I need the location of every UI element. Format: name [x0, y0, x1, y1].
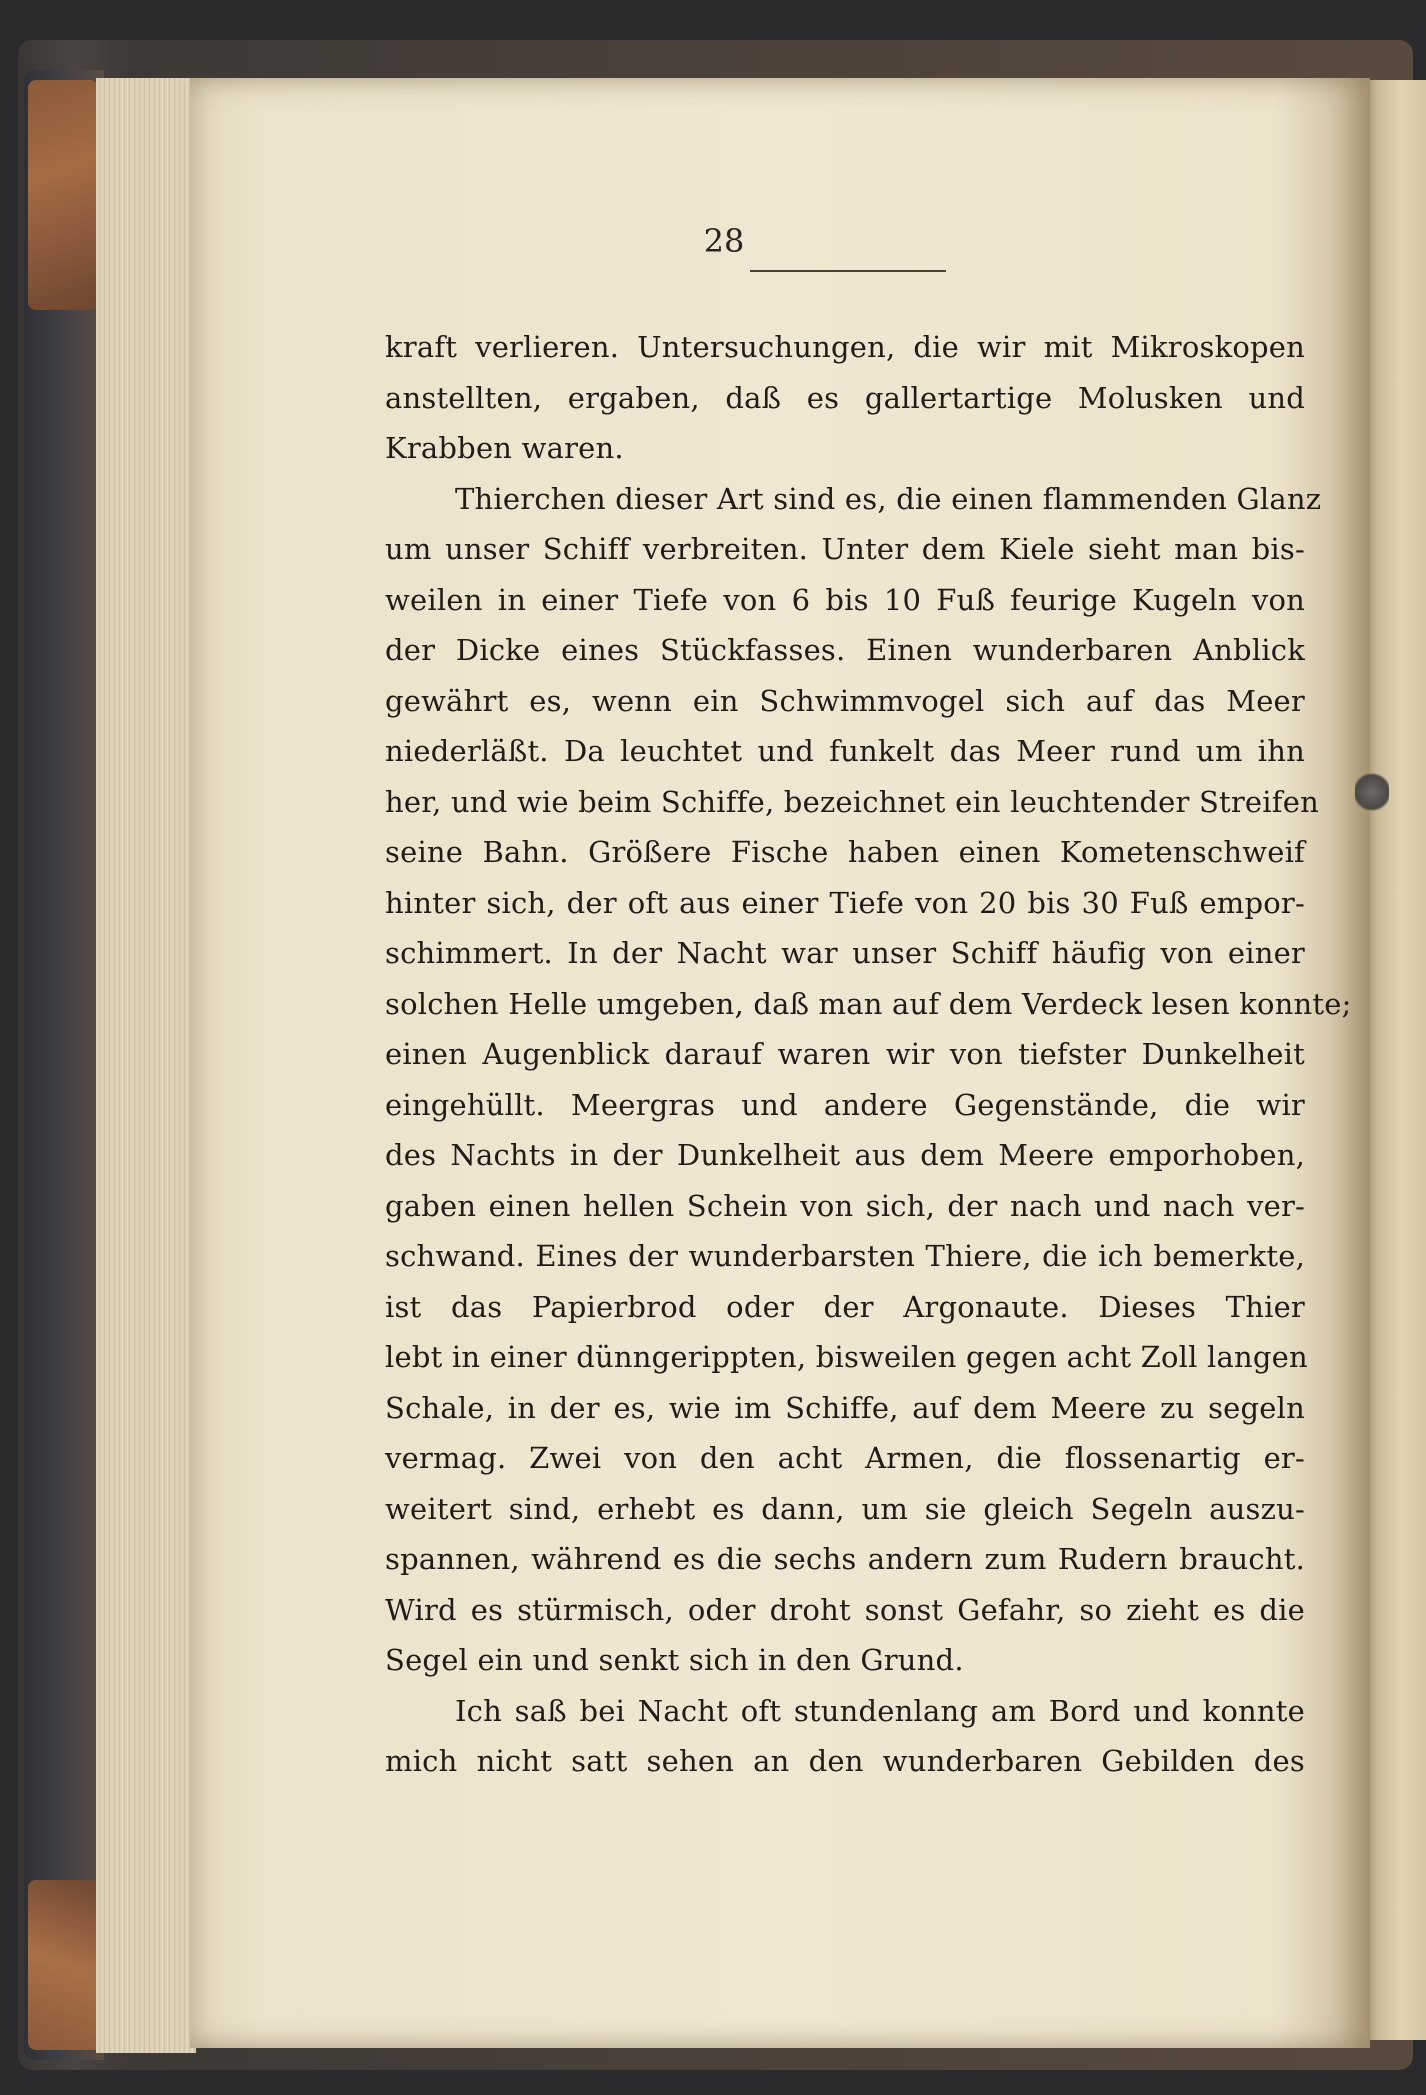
text-line: schwand. Eines der wunderbarsten Thiere, die ich bemerkte, — [385, 1239, 1305, 1273]
text-line: Schale, in der es, wie im Schiffe, auf dem Meere zu segeln — [385, 1390, 1305, 1425]
text-line: schimmert. In der Nacht war unser Schiff häufig von einer — [385, 936, 1305, 970]
text-line: solchen Helle umgeben, daß man auf dem Verdeck lesen konnte; — [385, 986, 1352, 1021]
text-line: Krabben waren. — [385, 431, 624, 465]
text-line: Wird es stürmisch, oder droht sonst Gefahr, so zieht es die — [385, 1592, 1305, 1627]
text-line: vermag. Zwei von den acht Armen, die flossenartig er- — [385, 1441, 1305, 1475]
page-number — [0, 222, 1426, 260]
text-line: Segel ein und senkt sich in den Grund. — [385, 1643, 964, 1677]
leather-corner-top — [28, 80, 98, 310]
text-line: ist das Papierbrod oder der Argonaute. Dieses Thier — [385, 1289, 1305, 1324]
text-line: Ich saß bei Nacht oft stundenlang am Bord und konnte — [455, 1693, 1305, 1728]
text-line: Thierchen dieser Art sind es, die einen flammenden Glanz — [455, 481, 1322, 516]
text-line: weitert sind, erhebt es dann, um sie gleich Segeln auszu- — [385, 1491, 1305, 1526]
text-line: spannen, während es die sechs andern zum Rudern braucht. — [385, 1542, 1305, 1576]
text-line: des Nachts in der Dunkelheit aus dem Meere emporhoben, — [385, 1138, 1305, 1172]
page-number-text: 28 — [703, 222, 745, 260]
header-rule — [750, 270, 946, 272]
text-line: her, und wie beim Schiffe, bezeichnet ein leuchtender Streifen — [385, 784, 1319, 819]
left-cover — [24, 70, 104, 2060]
body-text — [385, 322, 1352, 1787]
text-line: lebt in einer dünngerippten, bisweilen gegen acht Zoll langen — [385, 1340, 1308, 1374]
text-line: um unser Schiff verbreiten. Unter dem Kiele sieht man bis- — [385, 532, 1305, 566]
text-line: der Dicke eines Stückfasses. Einen wunderbaren Anblick — [385, 633, 1305, 667]
clasp-ornament — [1355, 770, 1389, 814]
text-line: anstellten, ergaben, daß es gallertartige Molusken und — [385, 380, 1305, 415]
text-line: eingehüllt. Meergras und andere Gegenstände, die wir — [385, 1087, 1305, 1122]
page-edges — [96, 78, 196, 2053]
text-line: kraft verlieren. Untersuchungen, die wir mit Mikroskopen — [385, 330, 1305, 364]
text-line: niederläßt. Da leuchtet und funkelt das Meer rund um ihn — [385, 734, 1305, 768]
text-line: mich nicht satt sehen an den wunderbaren Gebilden des — [385, 1744, 1305, 1778]
text-line: gaben einen hellen Schein von sich, der nach und nach ver- — [385, 1188, 1305, 1223]
text-line: gewährt es, wenn ein Schwimmvogel sich auf das Meer — [385, 683, 1305, 718]
leather-corner-bottom — [28, 1880, 103, 2050]
text-line: einen Augenblick darauf waren wir von tiefster Dunkelheit — [385, 1037, 1305, 1071]
text-line: hinter sich, der oft aus einer Tiefe von 20 bis 30 Fuß empor- — [385, 885, 1305, 920]
text-line: seine Bahn. Größere Fische haben einen Kometenschweif — [385, 835, 1305, 869]
text-line: weilen in einer Tiefe von 6 bis 10 Fuß feurige Kugeln von — [385, 582, 1305, 617]
